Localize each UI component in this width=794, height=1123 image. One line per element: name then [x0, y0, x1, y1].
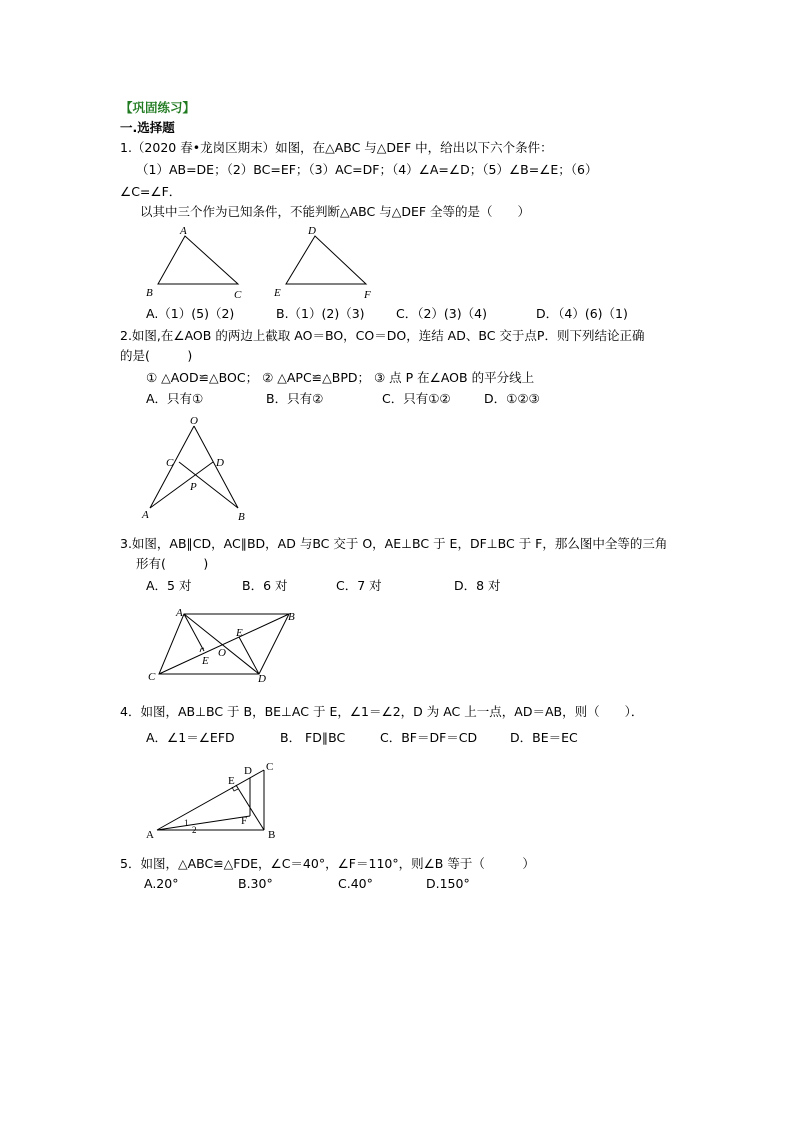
label-f: F: [241, 815, 248, 827]
q3-option-a[interactable]: A．5 对: [146, 578, 192, 593]
q2-option-b[interactable]: B．只有②: [266, 391, 324, 406]
label-b: B: [238, 511, 245, 523]
q1-option-b[interactable]: B.（1）(2)（3): [276, 306, 365, 321]
q1-stem-line3: ∠C=∠F．: [120, 184, 182, 199]
q4-stem: 4．如图，AB⊥BC 于 B，BE⊥AC 于 E，∠1＝∠2，D 为 AC 上一点，AD＝AB，则（ ）．: [120, 704, 644, 719]
q1-stem-line1: 1.（2020 春•龙岗区期末）如图，在△ABC 与△DEF 中，给出以下六个条件：: [120, 140, 553, 155]
label-e: E: [274, 287, 281, 299]
q2-option-a[interactable]: A．只有①: [146, 391, 204, 406]
q4-figure: [142, 758, 292, 842]
q4-option-a[interactable]: A．∠1＝∠EFD: [146, 730, 235, 745]
label-o: O: [190, 415, 198, 427]
q2-stem-line1: 2.如图,在∠AOB 的两边上截取 AO＝BO，CO＝DO，连结 AD、BC 交于点P．则下列结论正确: [120, 328, 645, 343]
q1-option-c[interactable]: C．（2）(3)（4): [396, 306, 487, 321]
q2-stem-line2: 的是( ): [120, 348, 193, 363]
triangle-def: [286, 236, 366, 284]
q5-option-c[interactable]: C.40°: [338, 876, 373, 891]
q5-stem: 5．如图，△ABC≌△FDE，∠C＝40°，∠F＝110°，则∠B 等于（ ）: [120, 856, 535, 871]
label-a: A: [176, 607, 183, 619]
label-b: B: [268, 829, 276, 841]
q3-option-b[interactable]: B．6 对: [242, 578, 288, 593]
label-d: D: [258, 673, 266, 684]
label-p: P: [190, 481, 197, 493]
q1-stem-line4: 以其中三个作为已知条件，不能判断△ABC 与△DEF 全等的是（ ）: [140, 204, 531, 219]
label-b: B: [146, 287, 153, 299]
section-title: 【巩固练习】: [120, 100, 196, 115]
label-e: E: [228, 775, 235, 787]
label-c: C: [166, 457, 174, 469]
q1-figure: [140, 222, 400, 302]
label-c: C: [234, 289, 242, 301]
label-d: D: [308, 225, 316, 237]
q5-option-d[interactable]: D.150°: [426, 876, 470, 891]
q1-option-d[interactable]: D．（4）(6)（1): [536, 306, 628, 321]
q3-stem-line1: 3.如图，AB∥CD，AC∥BD，AD 与BC 交于 O，AE⊥BC 于 E，DF⊥BC 于 F，那么图中全等的三角: [120, 536, 668, 551]
label-2: 2: [192, 825, 197, 835]
q2-option-c[interactable]: C．只有①②: [382, 391, 451, 406]
label-d: D: [216, 457, 224, 469]
q3-option-d[interactable]: D．8 对: [454, 578, 501, 593]
label-d: D: [244, 765, 252, 777]
label-f: F: [364, 289, 371, 301]
q5-option-b[interactable]: B.30°: [238, 876, 273, 891]
label-a: A: [180, 225, 187, 237]
q3-stem-line2: 形有( ): [136, 556, 209, 571]
q4-option-b[interactable]: B． FD∥BC: [280, 730, 346, 745]
q1-option-a[interactable]: A.（1）(5)（2): [146, 306, 235, 321]
section-subtitle: 一.选择题: [120, 120, 175, 135]
label-e-lower: E: [202, 655, 209, 667]
q5-option-a[interactable]: A.20°: [144, 876, 179, 891]
label-c: C: [266, 761, 274, 773]
label-b: B: [288, 611, 295, 623]
q1-stem-line2: （1）AB=DE；（2）BC=EF；（3）AC=DF；（4）∠A=∠D；（5）∠B=∠E；（6）: [136, 162, 598, 177]
q3-option-c[interactable]: C．7 对: [336, 578, 382, 593]
q2-figure: [138, 414, 258, 524]
q4-option-c[interactable]: C．BF＝DF＝CD: [380, 730, 478, 745]
label-1: 1: [184, 818, 189, 828]
triangle-abc: [158, 236, 238, 284]
q3-figure: [144, 604, 304, 684]
q2-stem-line3: ① △AOD≌△BOC； ② △APC≌△BPD； ③ 点 P 在∠AOB 的平分线上: [146, 370, 535, 385]
label-c: C: [148, 671, 156, 683]
q2-option-d[interactable]: D．①②③: [484, 391, 540, 406]
label-a: A: [146, 829, 154, 841]
label-e-upper: E: [236, 627, 243, 639]
label-a: A: [142, 509, 149, 521]
label-o: O: [218, 647, 226, 659]
q4-option-d[interactable]: D．BE＝EC: [510, 730, 578, 745]
